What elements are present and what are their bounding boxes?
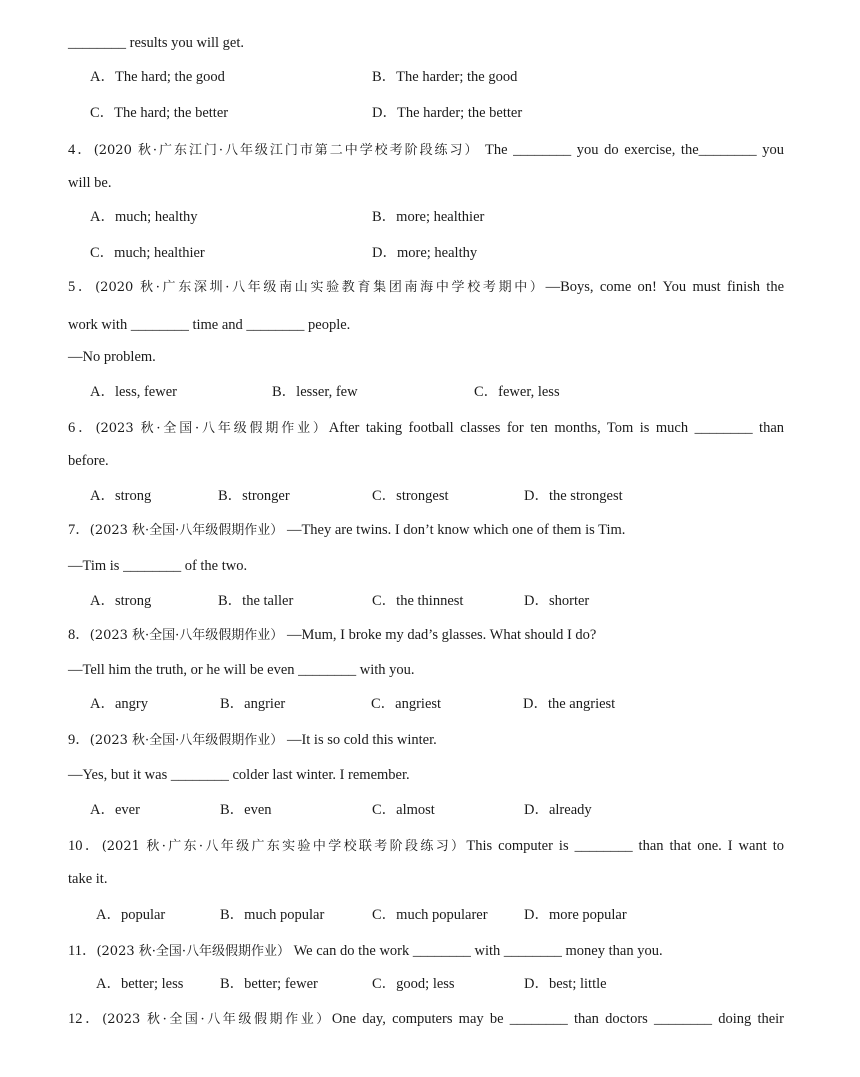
question-9-text: —It is so cold this winter. xyxy=(286,732,437,748)
q7-option-d: D．shorter xyxy=(524,593,590,609)
question-12-text: One day, computers may be ________ than doctors ________ doing their xyxy=(331,1011,784,1027)
q10-option-d: D．more popular xyxy=(524,907,627,923)
question-5-line-2: work with ________ time and ________ people. xyxy=(68,317,351,333)
question-11-stem xyxy=(68,941,784,962)
q9-option-b: B．even xyxy=(220,802,272,818)
question-9-number: 9． xyxy=(68,732,90,748)
q6-option-c: C．strongest xyxy=(372,488,449,504)
q10-option-c: C．much popularer xyxy=(372,907,488,923)
q7-option-c: C．the thinnest xyxy=(372,593,464,609)
question-11-number: 11． xyxy=(68,943,97,959)
q11-option-d: D．best; little xyxy=(524,976,607,992)
question-7-number: 7． xyxy=(68,522,90,538)
question-11-source: (2023 秋·全国·八年级假期作业） xyxy=(96,944,291,959)
q6-option-a: A．strong xyxy=(90,488,152,504)
q8-option-b: B．angrier xyxy=(220,696,286,712)
question-10-number: 10． xyxy=(68,838,102,854)
question-8-source: (2023 秋·全国·八年级假期作业） xyxy=(89,628,284,643)
q3-option-d: D．The harder; the better xyxy=(372,105,523,121)
q9-option-a: A．ever xyxy=(90,802,140,818)
question-4-source: (2020 秋·广东江门·八年级江门市第二中学校考阶段练习） xyxy=(93,143,480,158)
question-3-line-2: ________ results you will get. xyxy=(68,35,245,51)
q8-option-c: C．angriest xyxy=(371,696,442,712)
question-10-text: This computer is ________ than that one. I want to xyxy=(466,838,784,854)
question-4-stem xyxy=(68,140,784,160)
question-11-text: We can do the work ________ with ________ money than you. xyxy=(293,943,663,959)
q8-option-a: A．angry xyxy=(90,696,148,712)
q4-option-c: C．much; healthier xyxy=(90,245,205,261)
q7-option-a: A．strong xyxy=(90,593,152,609)
question-9-line-2: —Yes, but it was ________ colder last winter. I remember. xyxy=(68,767,410,783)
question-6-stem xyxy=(68,418,784,438)
q5-option-a: A．less, fewer xyxy=(90,384,177,400)
question-4-text: The ________ you do exercise, the________ you xyxy=(485,142,784,158)
question-4-number: 4． xyxy=(68,142,94,158)
question-10-stem xyxy=(68,836,784,856)
q9-option-d: D．already xyxy=(524,802,592,818)
question-7-stem xyxy=(68,520,784,541)
question-8-stem xyxy=(68,625,784,646)
question-9-source: (2023 秋·全国·八年级假期作业） xyxy=(89,733,284,748)
q9-option-c: C．almost xyxy=(372,802,435,818)
q6-option-b: B．stronger xyxy=(218,488,290,504)
question-7-source: (2023 秋·全国·八年级假期作业） xyxy=(89,523,284,538)
q4-option-d: D．more; healthy xyxy=(372,245,478,261)
question-6-number: 6． xyxy=(68,420,96,436)
q7-option-b: B．the taller xyxy=(218,593,294,609)
q8-option-d: D．the angriest xyxy=(523,696,616,712)
question-9-stem xyxy=(68,730,784,751)
q3-option-a: A．The hard; the good xyxy=(90,69,225,85)
question-8-line-2: —Tell him the truth, or he will be even ________ with you. xyxy=(68,662,415,678)
question-10-line-2: take it. xyxy=(68,871,108,887)
question-6-source: (2023 秋·全国·八年级假期作业） xyxy=(95,421,329,436)
q10-option-a: A．popular xyxy=(96,907,166,923)
q11-option-c: C．good; less xyxy=(372,976,455,992)
q3-option-c: C．The hard; the better xyxy=(90,105,229,121)
q4-option-a: A．much; healthy xyxy=(90,209,198,225)
question-5-stem xyxy=(68,277,784,297)
question-12-stem xyxy=(68,1009,784,1029)
q5-option-c: C．fewer, less xyxy=(474,384,560,400)
q4-option-b: B．more; healthier xyxy=(372,209,485,225)
question-5-source: (2020 秋·广东深圳·八年级南山实验教育集团南海中学校考期中） xyxy=(95,280,546,295)
question-8-text: —Mum, I broke my dad’s glasses. What should I do? xyxy=(286,627,597,643)
question-7-text: —They are twins. I don’t know which one of them is Tim. xyxy=(286,522,626,538)
question-5-line-3: —No problem. xyxy=(68,349,156,365)
q6-option-d: D．the strongest xyxy=(524,488,623,504)
q11-option-a: A．better; less xyxy=(96,976,184,992)
q10-option-b: B．much popular xyxy=(220,907,325,923)
question-6-line-2: before. xyxy=(68,453,109,469)
question-5-text: —Boys, come on! You must finish the xyxy=(545,279,784,295)
question-12-source: (2023 秋·全国·八年级假期作业） xyxy=(102,1012,332,1027)
q3-option-b: B．The harder; the good xyxy=(372,69,518,85)
question-10-source: (2021 秋·广东·八年级广东实验中学校联考阶段练习） xyxy=(101,839,467,854)
question-12-number: 12． xyxy=(68,1011,103,1027)
question-6-text: After taking football classes for ten months, Tom is much ________ than xyxy=(328,420,784,436)
question-8-number: 8． xyxy=(68,627,90,643)
question-5-number: 5． xyxy=(68,279,96,295)
question-7-line-2: —Tim is ________ of the two. xyxy=(68,558,248,574)
q11-option-b: B．better; fewer xyxy=(220,976,318,992)
question-4-line-2: will be. xyxy=(68,175,112,191)
q5-option-b: B．lesser, few xyxy=(272,384,358,400)
